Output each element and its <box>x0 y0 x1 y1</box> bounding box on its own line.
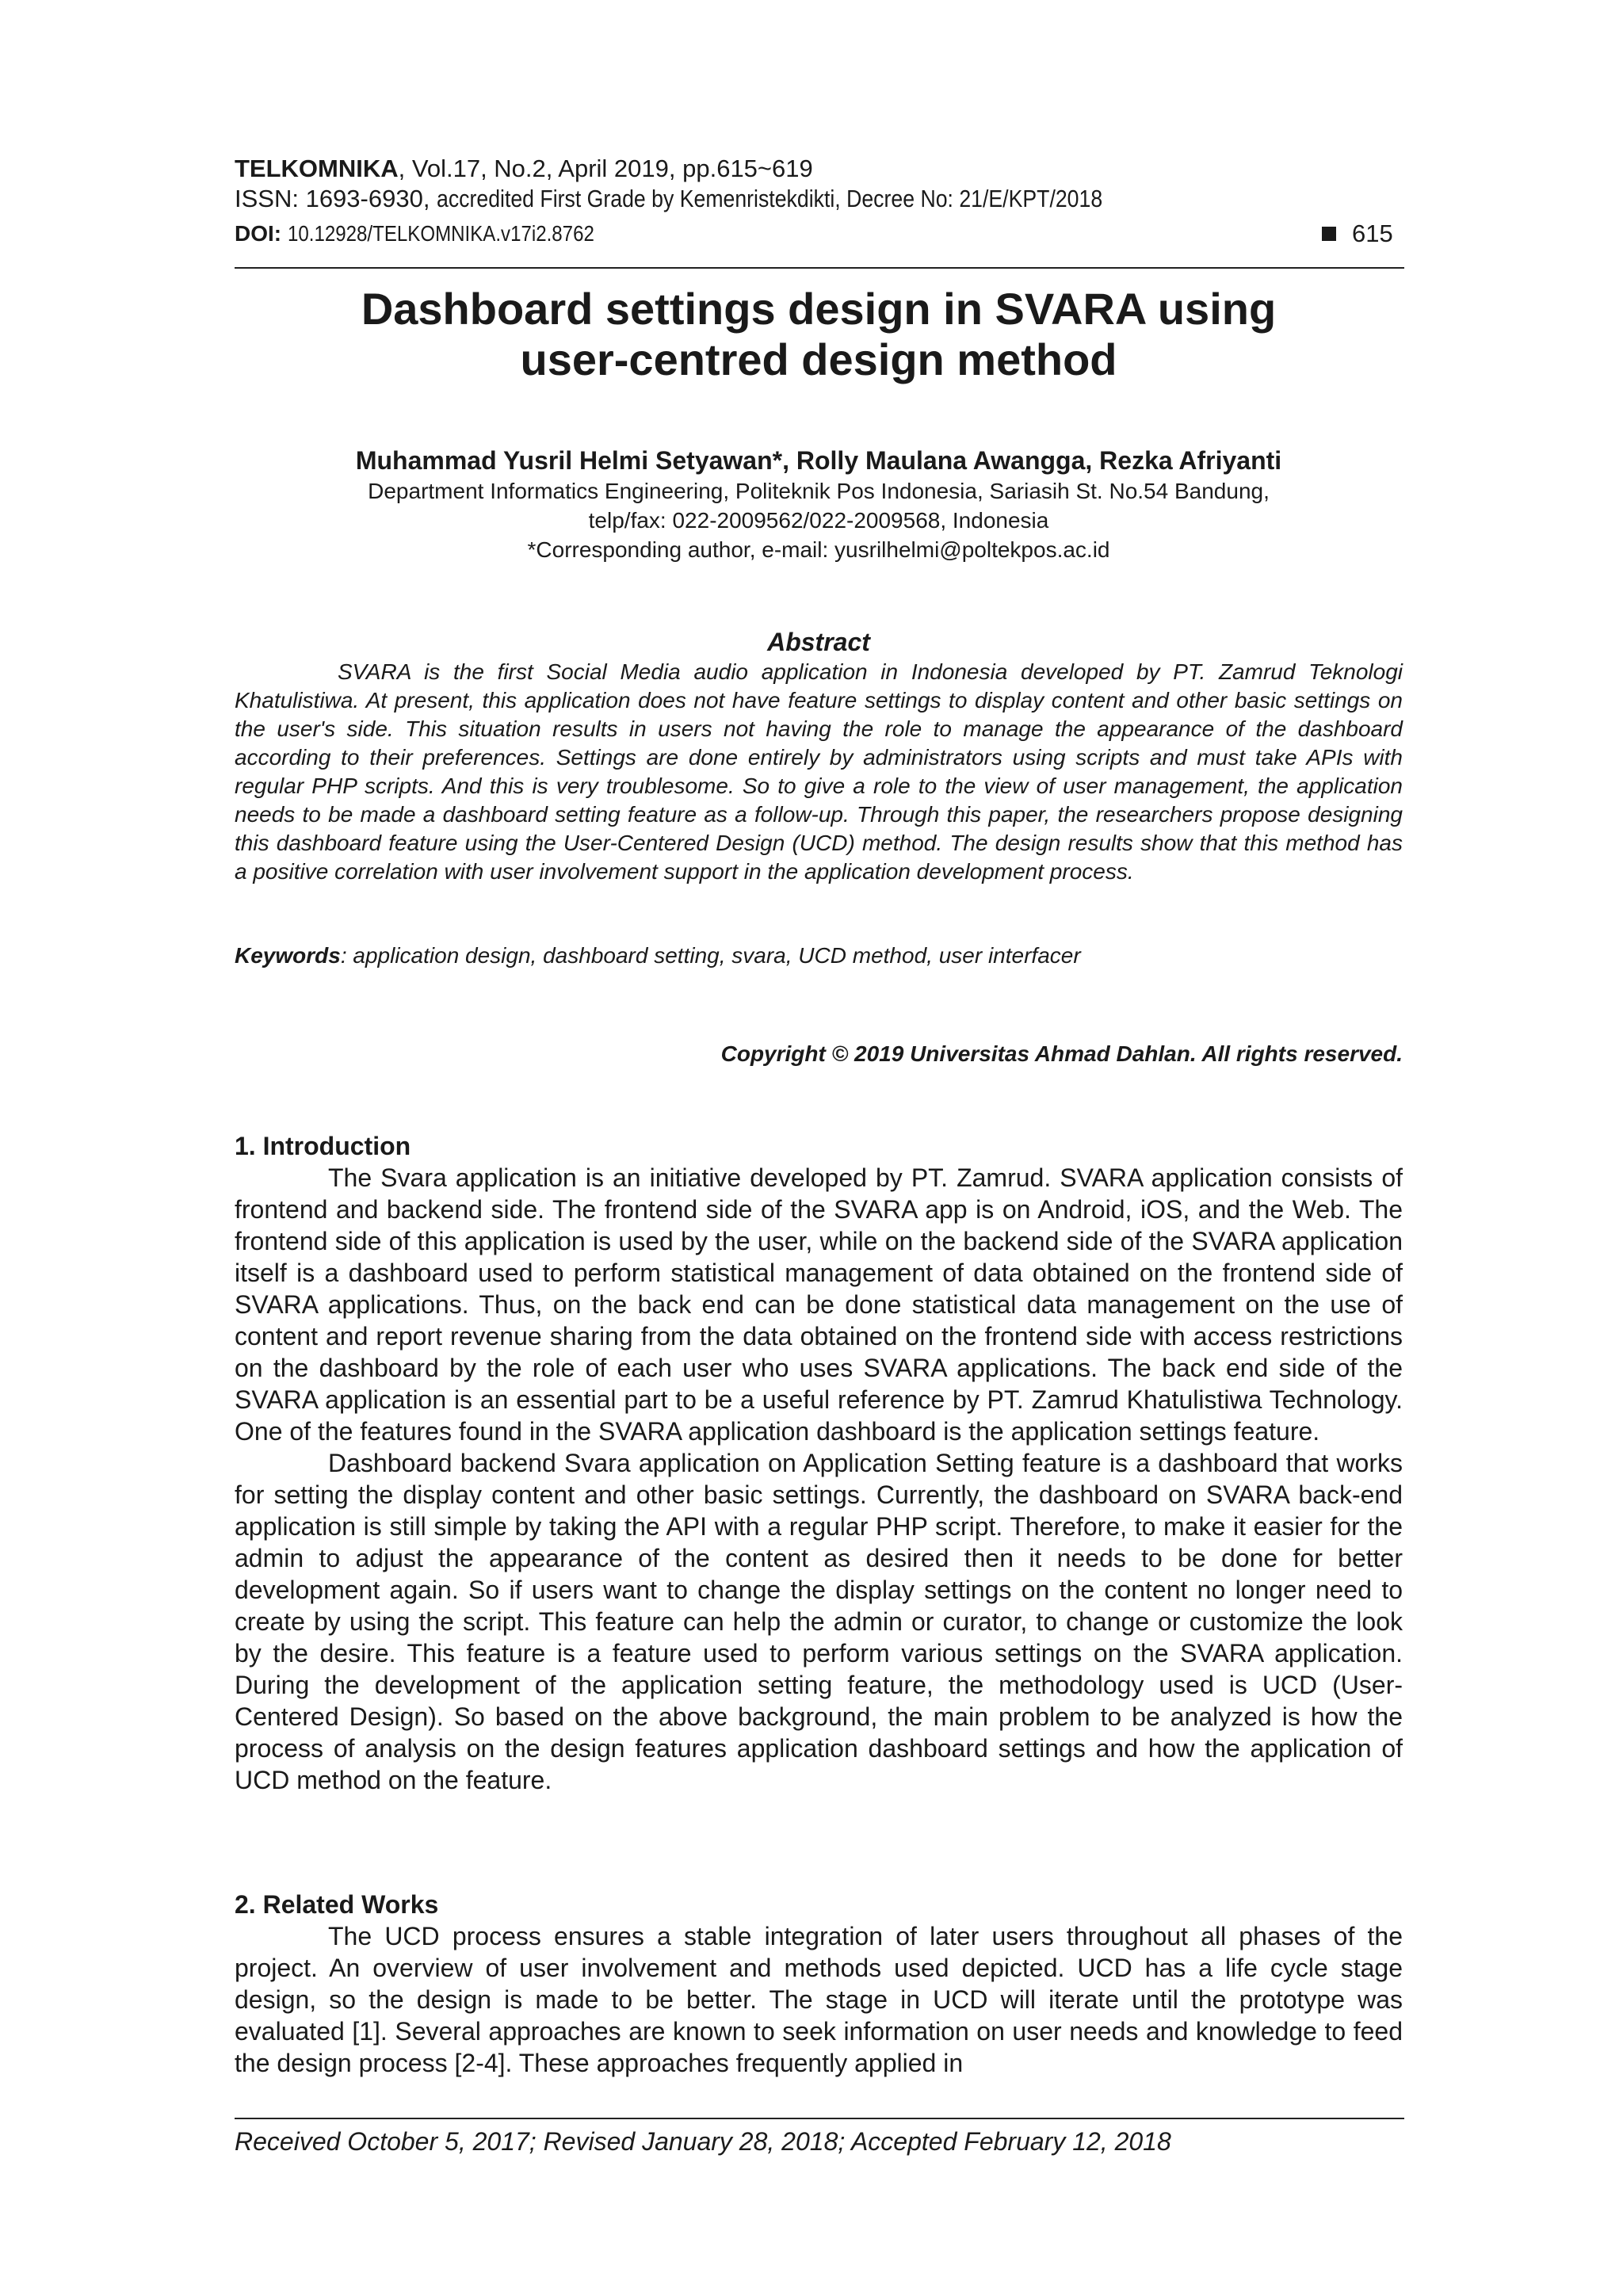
doi-line <box>235 219 644 249</box>
corresponding-author: *Corresponding author, e-mail: yusrilhelmi@poltekpos.ac.id <box>527 537 1110 562</box>
related-paragraph-1: The UCD process ensures a stable integration of later users throughout all phases of the project. An overview of user involvement and methods used depicted. UCD has a life cycle stage design, so the design is made to be better. The stage in UCD will iterate until the prototype was evaluated [1]. Several approaches are known to seek information on user needs and knowledge to feed the design process [2-4]. These approaches frequently applied in <box>235 1922 1403 2077</box>
author-list: Muhammad Yusril Helmi Setyawan*, Rolly Maulana Awangga, Rezka Afriyanti <box>355 446 1282 475</box>
title-line-1: Dashboard settings design in SVARA using <box>361 284 1277 334</box>
paper-title <box>235 284 1403 385</box>
keywords <box>235 942 1403 970</box>
page-number <box>1322 219 1393 249</box>
intro-paragraph-2: Dashboard backend Svara application on Application Setting feature is a dashboard that works for setting the display content and other basic settings. Currently, the dashboard on SVARA back-end application is still simple by taking the API with a regular PHP script. Therefore, to make it easier for the admin to adjust the appearance of the content as desired then it needs to be done for better development again. So if users want to change the display settings on the content no longer need to create by using the script. This feature can help the admin or curator, to change or customize the look by the desire. This feature is a feature used to perform various settings on the SVARA application. During the development of the application setting feature, the methodology used is UCD (User-Centered Design). So based on the above background, the main problem to be analyzed is how the process of analysis on the design features application dashboard settings and how the application of UCD method on the feature. <box>235 1449 1403 1794</box>
square-bullet-icon <box>1322 227 1336 241</box>
abstract-text: SVARA is the first Social Media audio application in Indonesia developed by PT. Zamrud Teknologi Khatulistiwa. At present, this application does not have feature settings to display content and other basic settings on the user's side. This situation results in users not having the role to manage the appearance of the dashboard according to their preferences. Settings are done entirely by administrators using scripts and must take APIs with regular PHP scripts. And this is very troublesome. So to give a role to the view of user management, the application needs to be made a dashboard setting feature as a follow-up. Through this paper, the researchers propose designing this dashboard feature using the User-Centered Design (UCD) method. The design results show that this method has a positive correlation with user involvement support in the application development process. <box>235 659 1403 884</box>
affiliation-line-2: telp/fax: 022-2009562/022-2009568, Indonesia <box>588 508 1049 533</box>
section-heading-introduction: 1. Introduction <box>235 1132 411 1160</box>
intro-paragraph-1: The Svara application is an initiative developed by PT. Zamrud. SVARA application consists of frontend and backend side. The frontend side of the SVARA app is on Android, iOS, and the Web. The frontend side of this application is used by the user, while on the backend side of the SVARA application itself is a dashboard used to perform statistical management of data obtained on the frontend side of SVARA applications. Thus, on the back end can be done statistical data management on the use of content and report revenue sharing from the data obtained on the frontend side with access restrictions on the dashboard by the role of each user who uses SVARA applications. The back end side of the SVARA application is an essential part to be a useful reference by PT. Zamrud Khatulistiwa Technology. One of the features found in the SVARA application dashboard is the application settings feature. <box>235 1163 1403 1446</box>
doi-value: 10.12928/TELKOMNIKA.v17i2.8762 <box>287 221 594 246</box>
title-line-2: user-centred design method <box>520 334 1117 384</box>
related-works-body <box>235 1920 1403 2079</box>
journal-name: TELKOMNIKA <box>235 155 399 182</box>
keywords-list: : application design, dashboard setting, svara, UCD method, user interfacer <box>340 943 1081 968</box>
abstract-heading: Abstract <box>767 628 870 656</box>
journal-citation <box>235 154 813 184</box>
journal-volume: , Vol.17, No.2, April 2019, pp.615~619 <box>398 155 813 182</box>
received-dates: Received October 5, 2017; Revised January 28, 2018; Accepted February 12, 2018 <box>235 2127 1171 2156</box>
footer-rule <box>235 2118 1404 2119</box>
affiliation-line-1: Department Informatics Engineering, Politeknik Pos Indonesia, Sariasih St. No.54 Bandung, <box>368 479 1270 503</box>
affiliation <box>235 476 1403 564</box>
page-number-value: 615 <box>1352 220 1393 247</box>
header-rule <box>235 267 1404 269</box>
keywords-label: Keywords <box>235 943 341 968</box>
introduction-body <box>235 1162 1403 1796</box>
section-heading-related-works: 2. Related Works <box>235 1890 439 1919</box>
accreditation-note: accredited First Grade by Kemenristekdikti, Decree No: 21/E/KPT/2018 <box>437 185 1103 212</box>
issn-label: ISSN: 1693-6930, <box>235 185 437 212</box>
doi-label: DOI: <box>235 221 288 246</box>
copyright-notice: Copyright © 2019 Universitas Ahmad Dahlan. All rights reserved. <box>720 1041 1403 1066</box>
issn-line <box>235 184 1211 214</box>
